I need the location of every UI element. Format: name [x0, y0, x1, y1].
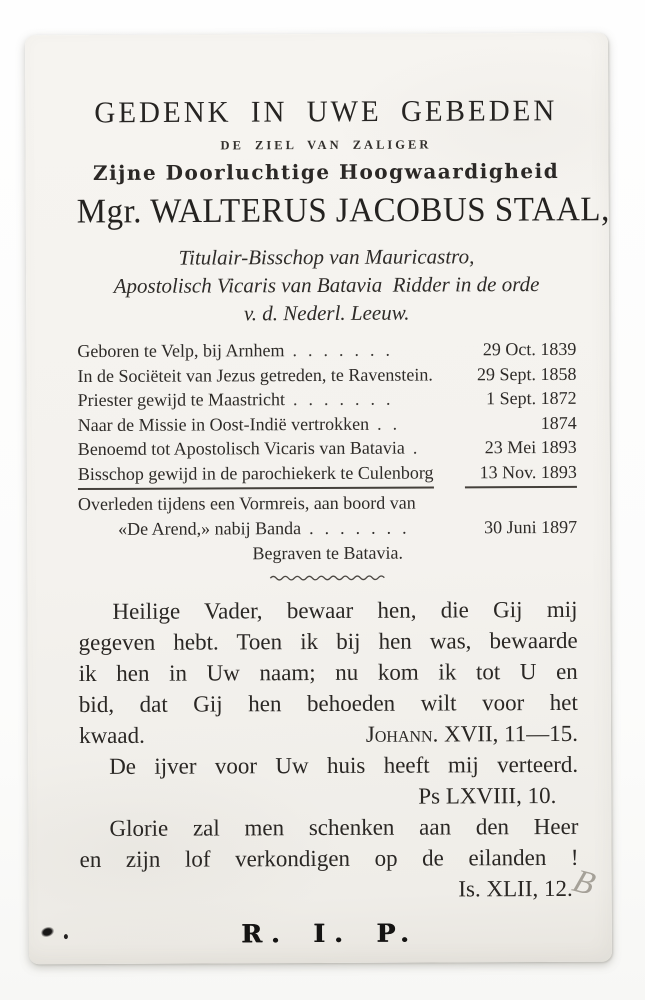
timeline-row [78, 411, 577, 438]
death-ship-text: «De Arend,» nabij Banda [118, 517, 302, 539]
dot-leader: . . [377, 413, 399, 434]
title-line-1: Titulair-Bisschop van Mauricastro, [178, 244, 475, 270]
deceased-name: Mgr. WALTERUS JACOBUS STAAL, [76, 190, 610, 231]
scripture-citation-psalm: Ps LXVIII, 10. [418, 782, 557, 809]
timeline-event: Bisschop gewijd in de parochiekerk te Culenborg [78, 460, 434, 489]
title-line-2: Apostolisch Vicaris van Batavia Ridder in de orde [113, 272, 540, 298]
death-notice [78, 489, 577, 566]
scripture-citation-john: Johann. XVII, 11—15. [365, 720, 579, 747]
card-subtitle: DE ZIEL VAN ZALIGER [220, 137, 432, 153]
burial-line: Begraven te Batavia. [252, 542, 403, 563]
psalm-quote [79, 748, 578, 812]
scripture-citation-isaiah: Is. XLII, 12. [458, 875, 573, 901]
isaiah-line-1: Glorie zal men schenken aan den Heer [109, 813, 579, 841]
timeline-date: 29 Sept. 1858 [476, 363, 577, 384]
timeline-date: 1874 [540, 412, 577, 433]
isaiah-quote [79, 810, 578, 905]
ecclesiastical-titles [77, 242, 576, 328]
rip-inscription: R. I. P. [241, 918, 418, 948]
death-line-1: Overleden tijdens een Vormreis, aan boord van [77, 492, 416, 514]
ink-dot-mark [64, 934, 68, 939]
timeline-row [77, 337, 576, 364]
card-content [25, 33, 612, 965]
timeline-row [78, 435, 577, 462]
isaiah-line-2: en zijn lof verkondigen op de eilanden ! [79, 844, 579, 872]
timeline-row [78, 386, 577, 413]
dot-leader: . . . . . . . [292, 339, 392, 361]
prayer-line: ik hen in Uw naam; nu kom ik tot U en [78, 658, 578, 686]
honorific-line: Zijne Doorluchtige Hoogwaardigheid [92, 158, 560, 185]
life-timeline [77, 337, 577, 490]
timeline-event: Geboren te Velp, bij Arnhem [77, 340, 285, 362]
card-title: GEDENK IN UWE GEBEDEN [94, 94, 558, 130]
timeline-date: 1 Sept. 1872 [486, 388, 577, 409]
wavy-divider [269, 572, 387, 582]
prayer-line: gegeven hebt. Toen ik bij hen was, bewaarde [78, 627, 578, 655]
timeline-date: 29 Oct. 1839 [482, 338, 577, 360]
memorial-card [25, 33, 612, 965]
prayer-text [78, 593, 578, 750]
prayer-line: bid, dat Gij hen behoeden wilt voor het [78, 689, 578, 717]
dot-leader: . . . . . . . [292, 388, 392, 410]
dot-leader: . [412, 437, 419, 458]
title-line-3: v. d. Nederl. Leeuw. [243, 300, 410, 326]
psalm-line: De ijver voor Uw huis heeft mij verteerd. [109, 751, 579, 779]
timeline-row-consecration [78, 460, 577, 490]
timeline-date: 23 Mei 1893 [484, 437, 577, 458]
timeline-date: 13 Nov. 1893 [465, 460, 577, 488]
timeline-event: In de Sociëteit van Jezus getreden, te Ravenstein. [77, 364, 433, 386]
timeline-event: Priester gewijd te Maastricht [77, 389, 286, 411]
pencil-annotation: B [568, 863, 600, 903]
death-date: 30 Juni 1897 [484, 516, 578, 537]
timeline-event: Naar de Missie in Oost-Indië vertrokken [77, 413, 370, 435]
prayer-last-line [79, 717, 578, 750]
death-line-2 [78, 514, 577, 541]
timeline-event: Benoemd tot Apostolisch Vicaris van Batavia [77, 437, 405, 460]
prayer-last-word: kwaad. [78, 722, 145, 748]
dot-leader: . . . . . . . [309, 517, 408, 538]
timeline-row [77, 361, 576, 388]
prayer-line: Heilige Vader, bewaar hen, die Gij mij [112, 596, 578, 624]
